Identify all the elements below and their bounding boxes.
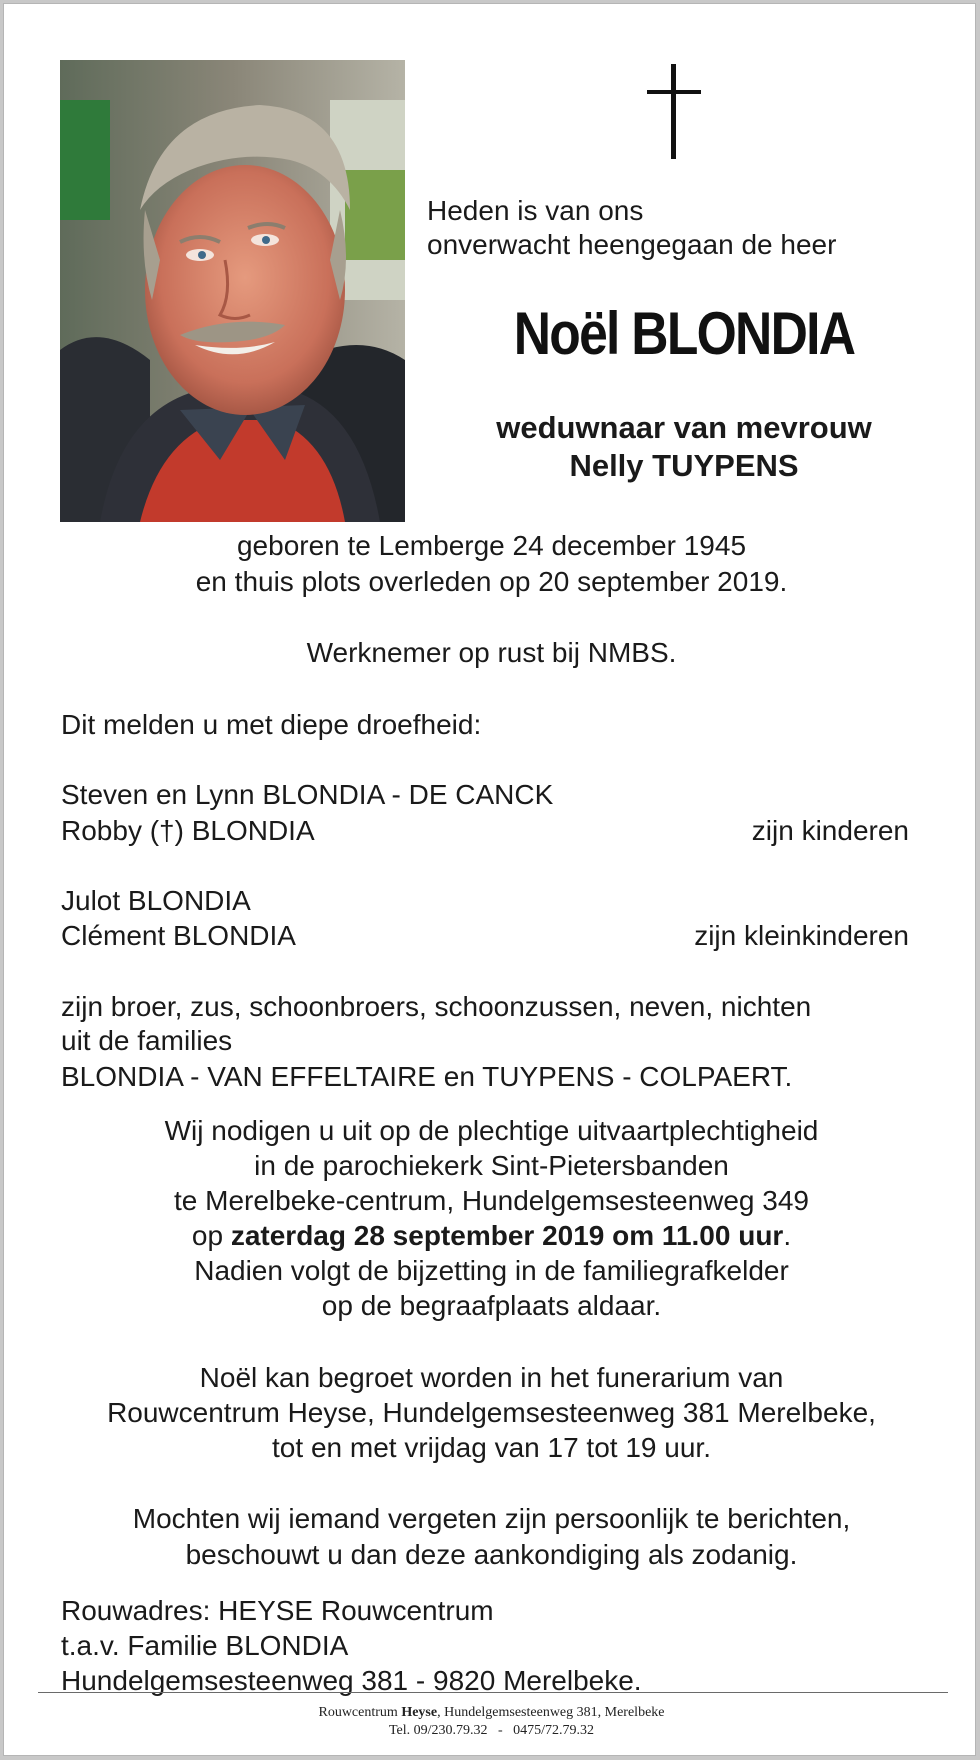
child-2: Robby (†) BLONDIA — [61, 815, 315, 846]
cross-icon — [644, 64, 704, 164]
ceremony-line-2: in de parochiekerk Sint-Pietersbanden — [254, 1150, 729, 1181]
children-label: zijn kinderen — [751, 815, 909, 846]
announce-line: Dit melden u met diepe droefheid: — [61, 709, 482, 740]
ceremony-line-5: Nadien volgt de bijzetting in de familiegrafkelder — [194, 1255, 789, 1286]
footer-brand: Heyse — [401, 1705, 438, 1720]
grandchild-1: Julot BLONDIA — [61, 885, 251, 916]
apology-line-1: Mochten wij iemand vergeten zijn persoonlijk te berichten, — [132, 1503, 851, 1534]
visitation-line-1: Noël kan begroet worden in het funerarium van — [199, 1362, 784, 1393]
grandchildren-label: zijn kleinkinderen — [694, 920, 909, 951]
ceremony-date-prefix: op — [191, 1220, 231, 1251]
footer-suffix: , Hundelgemsesteenweg 381, Merelbeke — [437, 1705, 665, 1720]
ceremony-date: zaterdag 28 september 2019 om 11.00 uur — [230, 1220, 784, 1251]
relatives-line-3: BLONDIA - VAN EFFELTAIRE en TUYPENS - COLPAERT. — [61, 1061, 793, 1092]
ceremony-line-6: op de begraafplaats aldaar. — [321, 1290, 662, 1321]
obituary-card — [3, 3, 976, 1756]
footer-prefix: Rouwcentrum — [318, 1705, 402, 1720]
child-1: Steven en Lynn BLONDIA - DE CANCK — [61, 779, 554, 810]
death-line: en thuis plots overleden op 20 september 2019. — [195, 566, 788, 597]
spouse-line-1: weduwnaar van mevrouw — [496, 410, 872, 445]
ceremony-line-1: Wij nodigen u uit op de plechtige uitvaartplechtigheid — [164, 1115, 819, 1146]
relatives-line-1: zijn broer, zus, schoonbroers, schoonzussen, neven, nichten — [61, 991, 812, 1022]
apology-line-2: beschouwt u dan deze aankondiging als zodanig. — [185, 1539, 798, 1570]
spouse-name: Nelly TUYPENS — [569, 448, 799, 483]
intro-line-1: Heden is van ons — [427, 195, 644, 226]
intro-line-2: onverwacht heengegaan de heer — [427, 229, 837, 260]
footer-company — [4, 1704, 979, 1721]
birth-line: geboren te Lemberge 24 december 1945 — [236, 530, 747, 561]
occupation-line: Werknemer op rust bij NMBS. — [306, 637, 677, 668]
relatives-line-2: uit de families — [61, 1025, 233, 1056]
ceremony-date-suffix: . — [783, 1220, 792, 1251]
portrait-photo — [60, 60, 405, 522]
ceremony-date-line — [4, 1218, 979, 1253]
grandchild-2: Clément BLONDIA — [61, 920, 296, 951]
deceased-name: Noël BLONDIA — [513, 300, 855, 367]
address-line-1: Rouwadres: HEYSE Rouwcentrum — [61, 1595, 494, 1626]
address-line-3: Hundelgemsesteenweg 381 - 9820 Merelbeke. — [61, 1665, 642, 1696]
visitation-line-2: Rouwcentrum Heyse, Hundelgemsesteenweg 381 Merelbeke, — [107, 1397, 876, 1428]
address-line-2: t.a.v. Familie BLONDIA — [61, 1630, 349, 1661]
ceremony-line-3: te Merelbeke-centrum, Hundelgemsesteenweg 349 — [173, 1185, 810, 1216]
footer-divider — [38, 1692, 948, 1693]
footer-phones: Tel. 09/230.79.32 - 0475/72.79.32 — [388, 1723, 595, 1738]
portrait-illustration — [60, 60, 405, 522]
visitation-line-3: tot en met vrijdag van 17 tot 19 uur. — [272, 1432, 711, 1463]
